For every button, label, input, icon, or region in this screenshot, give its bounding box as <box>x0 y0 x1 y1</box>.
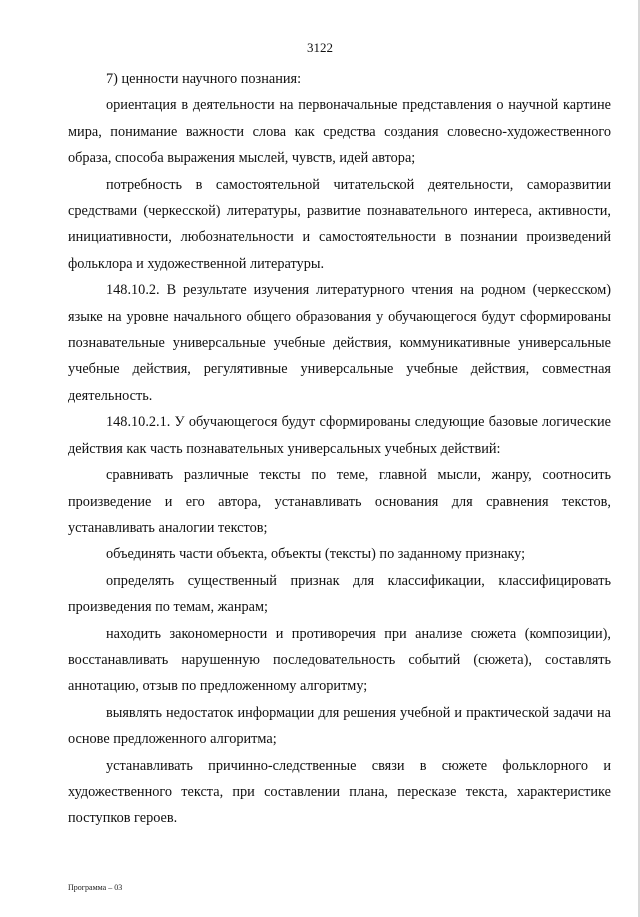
paragraph-section-heading: 7) ценности научного познания: <box>106 71 302 87</box>
page-number: 3122 <box>307 40 333 55</box>
body-text <box>68 66 611 832</box>
list-item-paragraph: находить закономерности и противоречия при анализе сюжета (композиции), восстанавливать нарушенную последовательность событий (сюжета), составлять аннотацию, отзыв по предложенному алгоритму; <box>68 625 611 695</box>
list-item-paragraph: сравнивать различные тексты по теме, главной мысли, жанру, соотносить произведение и его автора, устанавливать основания для сравнения текстов, устанавливать аналогии текстов; <box>68 467 611 536</box>
list-item-paragraph: устанавливать причинно-следственные связи в сюжете фольклорного и художественного текста, при составлении плана, пересказе текста, характеристике поступков героев. <box>68 757 611 827</box>
page-footer: Программа – 03 <box>68 883 123 892</box>
paragraph: ориентация в деятельности на первоначальные представления о научной картине мира, понимание важности слова как средства создания словесно-художественного образа, способа выражения мыслей, чувств, идей автора; <box>68 97 611 167</box>
paragraph-clause-148-10-2-1: 148.10.2.1. У обучающегося будут сформированы следующие базовые логические действия как часть познавательных универсальных учебных действий: <box>68 414 611 457</box>
list-item-paragraph: объединять части объекта, объекты (тексты) по заданному признаку; <box>106 546 526 563</box>
list-item-paragraph: выявлять недостаток информации для решения учебной и практической задачи на основе предложенного алгоритма; <box>68 704 611 748</box>
paragraph: потребность в самостоятельной читательской деятельности, саморазвитии средствами (черкесской) литературы, развитие познавательного интереса, активности, инициативности, любознательности и самостоятельности в познании произведений фольклора и художественной литературы. <box>68 176 611 272</box>
paragraph-clause-148-10-2: 148.10.2. В результате изучения литературного чтения на родном (черкесском) языке на уровне начального общего образования у обучающегося будут сформированы познавательные универсальные учебные действия, коммуникативные универсальные учебные действия, регулятивные универсальные учебные действия, совместная деятельность. <box>68 282 611 404</box>
list-item-paragraph: определять существенный признак для классификации, классифицировать произведения по темам, жанрам; <box>68 572 611 616</box>
